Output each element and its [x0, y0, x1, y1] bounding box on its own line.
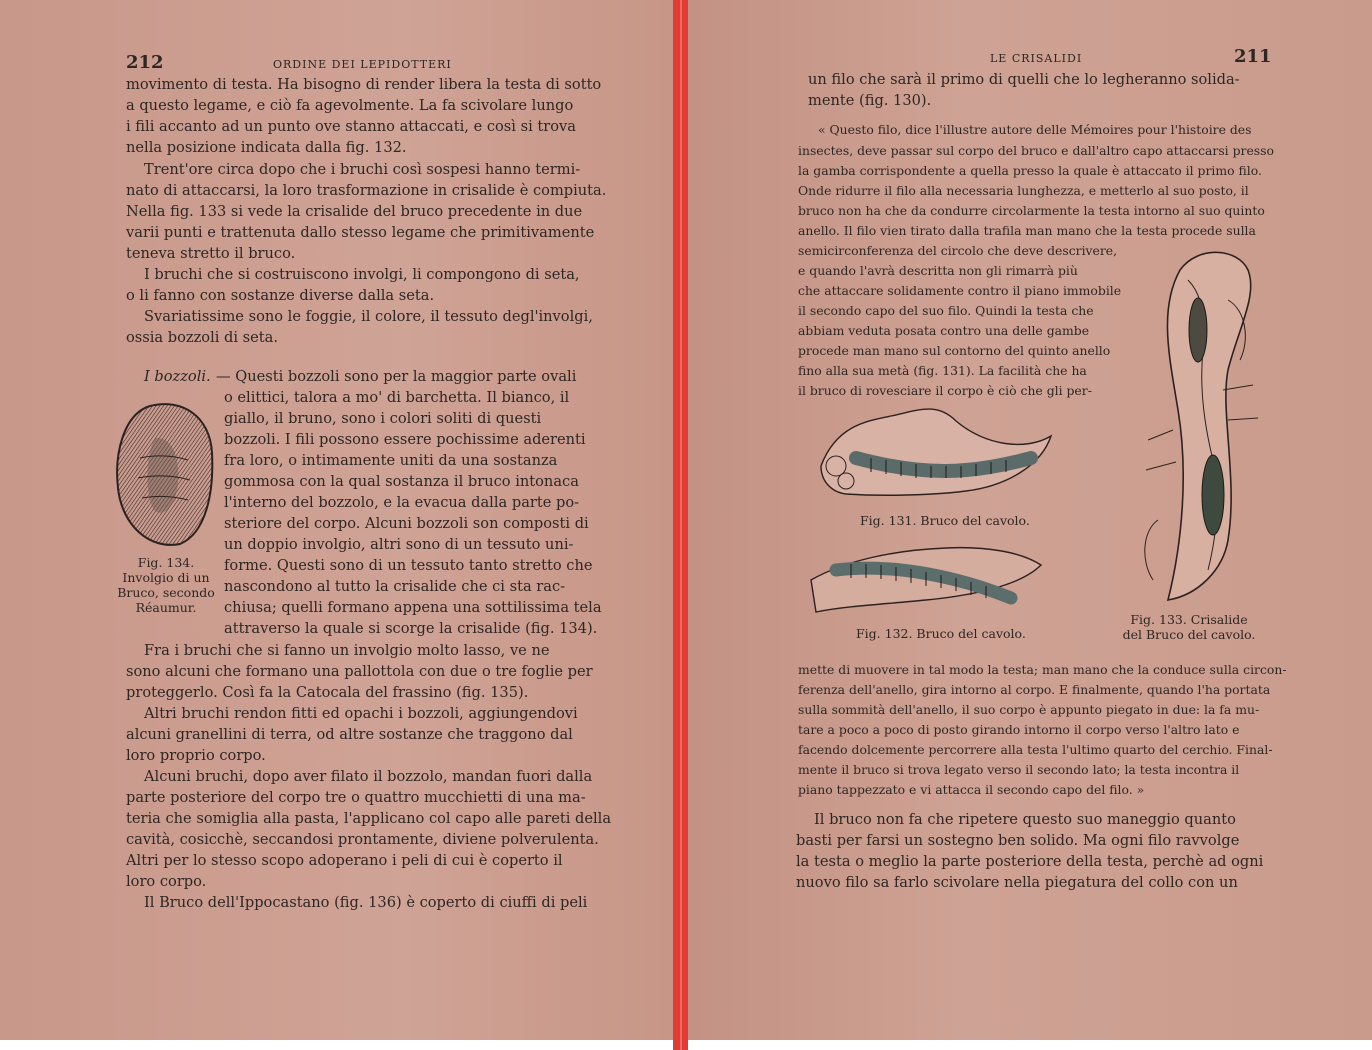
text-line: — Questi bozzoli sono per la maggior parte ovali: [216, 368, 577, 385]
text-line: movimento di testa. Ha bisogno di render libera la testa di sotto: [126, 76, 602, 93]
figure-caption-133: [1114, 612, 1264, 642]
text-line: Trent'ore circa dopo che i bruchi così sospesi hanno termi-: [144, 161, 581, 178]
figure-caption-134: [108, 555, 224, 615]
text-line: steriore del corpo. Alcuni bozzoli son composti di: [224, 515, 589, 532]
text-line: giallo, il bruno, sono i colori soliti di questi: [224, 410, 542, 427]
caption-line: Fig. 133. Crisalide: [1130, 612, 1248, 627]
quote-line: il bruco di rovesciare il corpo è ciò che gli per-: [798, 383, 1092, 398]
quote-line: fino alla sua metà (fig. 131). La facilità che ha: [798, 363, 1087, 378]
page-number: 212: [126, 52, 164, 73]
quote-line: il secondo capo del suo filo. Quindi la testa che: [798, 303, 1094, 318]
quote-line: facendo dolcemente percorrere alla testa l'ultimo quarto del cerchio. Final-: [798, 742, 1273, 757]
quote-line: « Questo filo, dice l'illustre autore delle Mémoires pour l'histoire des: [818, 122, 1252, 137]
caption-line: Bruco, secondo: [117, 585, 215, 600]
text-line: I bruchi che si costruiscono involgi, li compongono di seta,: [144, 266, 580, 283]
running-header: ORDINE DEI LEPIDOTTERI: [273, 58, 452, 71]
quote-line: piano tappezzato e vi attacca il secondo capo del filo. »: [798, 782, 1145, 797]
text-line: Il bruco non fa che ripetere questo suo maneggio quanto: [814, 811, 1236, 828]
text-line: basti per farsi un sostegno ben solido. Ma ogni filo ravvolge: [796, 832, 1240, 849]
text-line: parte posteriore del corpo tre o quattro mucchietti di una ma-: [126, 789, 586, 806]
text-line: l'interno del bozzolo, e la evacua dalla parte po-: [224, 494, 580, 511]
text-line: o li fanno con sostanze diverse dalla seta.: [126, 287, 435, 304]
text-line: Svariatissime sono le foggie, il colore, il tessuto degl'involgi,: [144, 308, 593, 325]
quote-line: semicirconferenza del circolo che deve descrivere,: [798, 243, 1118, 258]
text-line: attraverso la quale si scorge la crisalide (fig. 134).: [224, 620, 598, 637]
section-title: I bozzoli.: [144, 368, 211, 385]
text-line: forme. Questi sono di un tessuto tanto stretto che: [224, 557, 593, 574]
left-page: [0, 0, 673, 1040]
quote-line: abbiam veduta posata contro una delle gambe: [798, 323, 1090, 338]
figure-caption-132: Fig. 132. Bruco del cavolo.: [856, 626, 1026, 641]
text-line: cavità, cosicchè, seccandosi prontamente, diviene polverulenta.: [126, 831, 599, 848]
chrysalis-illustration: [1128, 240, 1268, 610]
text-line: mente (fig. 130).: [808, 92, 932, 109]
text-line: Fra i bruchi che si fanno un involgio molto lasso, ve ne: [144, 642, 550, 659]
text-line: Alcuni bruchi, dopo aver filato il bozzolo, mandan fuori dalla: [144, 768, 593, 785]
running-header: LE CRISALIDI: [990, 52, 1083, 65]
figure-caption-131: Fig. 131. Bruco del cavolo.: [860, 513, 1030, 528]
caterpillar-illustration: [806, 540, 1046, 620]
text-line: teneva stretto il bruco.: [126, 245, 296, 262]
caption-line: Réaumur.: [135, 600, 197, 615]
text-line: alcuni granellini di terra, od altre sostanze che traggono dal: [126, 726, 573, 743]
text-line: Altri per lo stesso scopo adoperano i peli di cui è coperto il: [126, 852, 563, 869]
text-line: sono alcuni che formano una pallottola con due o tre foglie per: [126, 663, 593, 680]
quote-line: procede man mano sul contorno del quinto anello: [798, 343, 1111, 358]
quote-line: sulla sommità dell'anello, il suo corpo è appunto piegato in due: la fa mu-: [798, 702, 1260, 717]
text-line: loro corpo.: [126, 873, 207, 890]
quote-line: bruco non ha che da condurre circolarmente la testa intorno al suo quinto: [798, 203, 1265, 218]
text-line: Nella fig. 133 si vede la crisalide del bruco precedente in due: [126, 203, 583, 220]
quote-line: e quando l'avrà descritta non gli rimarrà più: [798, 263, 1078, 278]
text-line: un filo che sarà il primo di quelli che lo legheranno solida-: [808, 71, 1240, 88]
caption-line: Involgio di un: [122, 570, 210, 585]
text-line: gommosa con la qual sostanza il bruco intonaca: [224, 473, 579, 490]
text-line: fra loro, o intimamente uniti da una sostanza: [224, 452, 558, 469]
text-line: un doppio involgio, altri sono di un tessuto uni-: [224, 536, 574, 553]
text-line: o elittici, talora a mo' di barchetta. Il bianco, il: [224, 389, 570, 406]
caption-line: Fig. 134.: [137, 555, 195, 570]
gutter-highlight: [680, 0, 682, 1050]
text-line: la testa o meglio la parte posteriore della testa, perchè ad ogni: [796, 853, 1264, 870]
text-line: Altri bruchi rendon fitti ed opachi i bozzoli, aggiungendovi: [144, 705, 578, 722]
quote-line: che attaccare solidamente contro il piano immobile: [798, 283, 1122, 298]
text-line: bozzoli. I fili possono essere pochissime aderenti: [224, 431, 586, 448]
quote-line: tare a poco a poco di posto girando intorno il corpo verso l'altro lato e: [798, 722, 1240, 737]
quote-line: insectes, deve passar sul corpo del bruco e dall'altro capo attaccarsi presso: [798, 143, 1274, 158]
quote-line: Onde ridurre il filo alla necessaria lunghezza, e metterlo al suo posto, il: [798, 183, 1249, 198]
cocoon-illustration: [110, 398, 220, 548]
text-line: proteggerlo. Così fa la Catocala del frassino (fig. 135).: [126, 684, 529, 701]
text-line: a questo legame, e ciò fa agevolmente. La fa scivolare lungo: [126, 97, 574, 114]
text-line: nuovo filo sa farlo scivolare nella piegatura del collo con un: [796, 874, 1238, 891]
quote-line: la gamba corrispondente a quella presso la quale è attaccato il primo filo.: [798, 163, 1262, 178]
text-line: Il Bruco dell'Ippocastano (fig. 136) è coperto di ciuffi di peli: [144, 894, 588, 911]
text-line: chiusa; quelli formano appena una sottilissima tela: [224, 599, 602, 616]
page-number: 211: [1234, 46, 1272, 67]
text-line: loro proprio corpo.: [126, 747, 266, 764]
quote-line: mente il bruco si trova legato verso il secondo lato; la testa incontra il: [798, 762, 1240, 777]
text-line: teria che somiglia alla pasta, l'applicano col capo alle pareti della: [126, 810, 612, 827]
quote-line: ferenza dell'anello, gira intorno al corpo. E finalmente, quando l'ha portata: [798, 682, 1271, 697]
caption-line: del Bruco del cavolo.: [1122, 627, 1256, 642]
text-line: ossia bozzoli di seta.: [126, 329, 279, 346]
text-line: i fili accanto ad un punto ove stanno attaccati, e così si trova: [126, 118, 576, 135]
quote-line: mette di muovere in tal modo la testa; man mano che la conduce sulla circon-: [798, 662, 1287, 677]
text-line: varii punti e trattenuta dallo stesso legame che primitivamente: [126, 224, 595, 241]
text-line: nascondono al tutto la crisalide che ci sta rac-: [224, 578, 566, 595]
caterpillar-illustration: [816, 396, 1056, 506]
right-page: [688, 0, 1372, 1040]
text-line: nato di attaccarsi, la loro trasformazione in crisalide è compiuta.: [126, 182, 607, 199]
quote-line: anello. Il filo vien tirato dalla trafila man mano che la testa procede sulla: [798, 223, 1256, 238]
text-line: nella posizione indicata dalla fig. 132.: [126, 139, 407, 156]
